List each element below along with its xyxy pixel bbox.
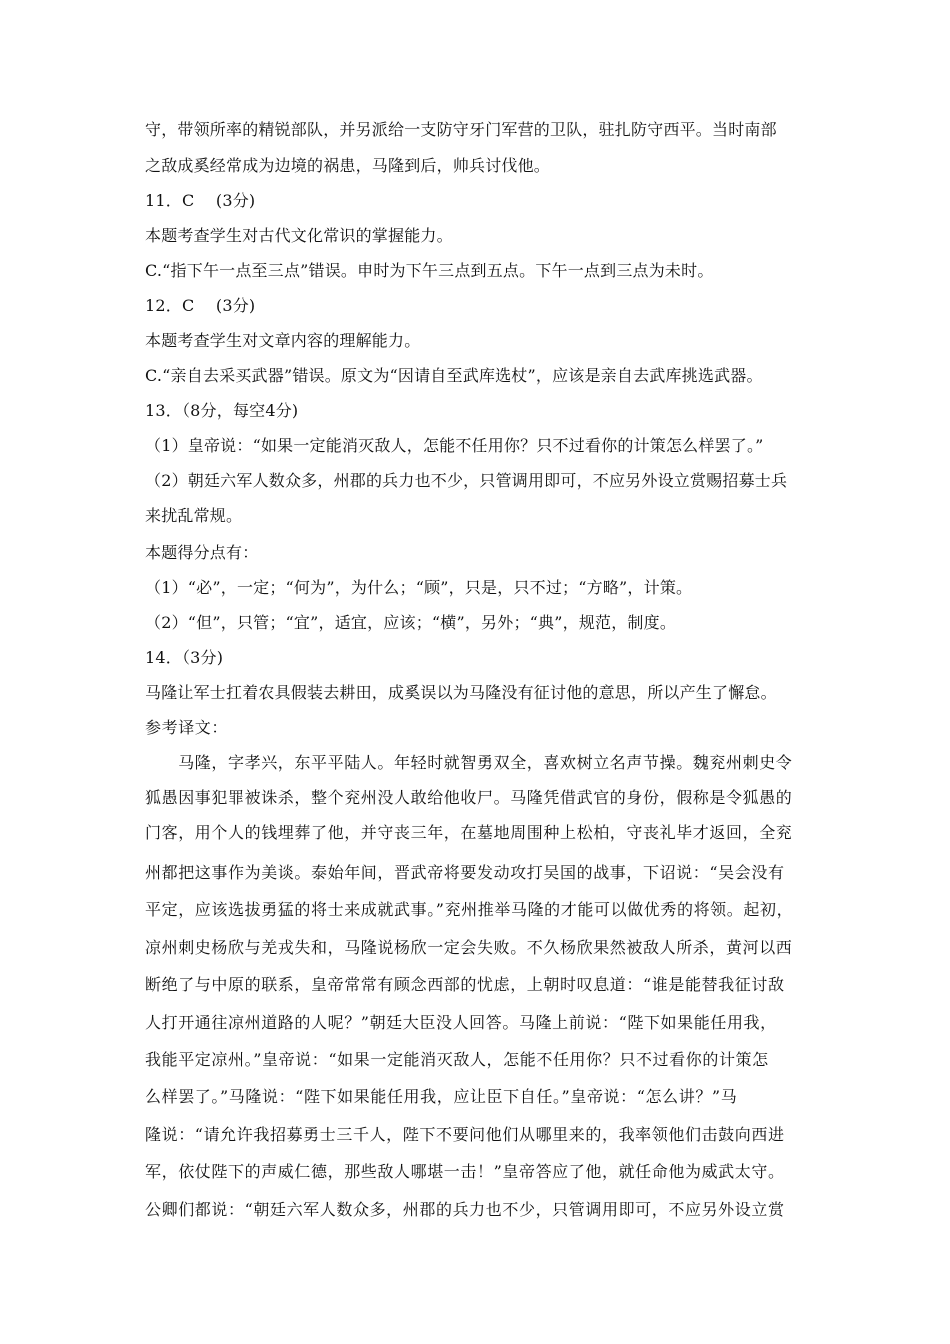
text-line: 守，带领所率的精锐部队，并另派给一支防守牙门军营的卫队，驻扎防守西平。当时南部 xyxy=(145,120,777,139)
answer-heading-11: 11．C (3分) xyxy=(145,191,256,210)
text-line: 马隆让军士扛着农具假装去耕田，成奚误以为马隆没有征讨他的意思，所以产生了懈怠。 xyxy=(145,683,777,702)
text-line: C.“亲自去采买武器”错误。原文为“因请自至武库选杖”，应该是亲自去武库挑选武器。 xyxy=(145,366,763,385)
text-line: （2）朝廷六军人数众多，州郡的兵力也不少，只管调用即可，不应另外设立赏赐招募士兵 xyxy=(145,471,788,490)
text-line: C.“指下午一点至三点”错误。申时为下午三点到五点。下午一点到三点为未时。 xyxy=(145,261,714,280)
text-line: 本题考查学生对文章内容的理解能力。 xyxy=(145,331,421,350)
translation-line: 狐愚因事犯罪被诛杀，整个兖州没人敢给他收尸。马隆凭借武官的身份，假称是令狐愚的 xyxy=(145,788,793,807)
translation-line: 军，依仗陛下的声威仁德，那些敌人哪堪一击！”皇帝答应了他，就任命他为威武太守。 xyxy=(145,1162,785,1181)
translation-line: 隆说：“请允许我招募勇士三千人，陛下不要问他们从哪里来的，我率领他们击鼓向西进 xyxy=(145,1125,785,1144)
text-line: （2）“但”，只管；“宜”，适宜，应该；“横”，另外；“典”，规范，制度。 xyxy=(145,613,677,632)
translation-heading: 参考译文： xyxy=(145,718,229,737)
translation-line: 人打开通往凉州道路的人呢？”朝廷大臣没人回答。马隆上前说：“陛下如果能任用我， xyxy=(145,1013,777,1032)
answer-heading-13: 13．（8分，每空4分) xyxy=(145,401,299,420)
text-line: 本题得分点有： xyxy=(145,543,259,562)
translation-line: 州都把这事作为美谈。泰始年间，晋武帝将要发动攻打吴国的战事，下诏说：“吴会没有 xyxy=(145,863,785,882)
translation-line: 公卿们都说：“朝廷六军人数众多，州郡的兵力也不少，只管调用即可，不应另外设立赏 xyxy=(145,1200,785,1219)
text-line: 之敌成奚经常成为边境的祸患，马隆到后，帅兵讨伐他。 xyxy=(145,156,551,175)
text-line: （1）皇帝说：“如果一定能消灭敌人，怎能不任用你？只不过看你的计策怎么样罢了。” xyxy=(145,436,764,455)
translation-line: 凉州刺史杨欣与羌戎失和，马隆说杨欣一定会失败。不久杨欣果然被敌人所杀，黄河以西 xyxy=(145,938,793,957)
translation-line: 么样罢了。”马隆说：“陛下如果能任用我，应让臣下自任。”皇帝说：“怎么讲？”马 xyxy=(145,1087,738,1106)
answer-heading-14: 14．（3分) xyxy=(145,648,224,667)
translation-line: 门客，用个人的钱埋葬了他，并守丧三年，在墓地周围种上松柏，守丧礼毕才返回，全兖 xyxy=(145,823,793,842)
answer-heading-12: 12．C (3分) xyxy=(145,296,256,315)
translation-line: 马隆，字孝兴，东平平陆人。年轻时就智勇双全，喜欢树立名声节操。魏兖州刺史令 xyxy=(145,753,793,772)
text-line: 本题考查学生对古代文化常识的掌握能力。 xyxy=(145,226,453,245)
text-line: 来扰乱常规。 xyxy=(145,506,243,525)
translation-line: 平定，应该选拔勇猛的将士来成就武事。”兖州推举马隆的才能可以做优秀的将领。起初， xyxy=(145,900,794,919)
translation-line: 断绝了与中原的联系，皇帝常常有顾念西部的忧虑，上朝时叹息道：“谁是能替我征讨敌 xyxy=(145,975,785,994)
translation-line: 我能平定凉州。”皇帝说：“如果一定能消灭敌人，怎能不任用你？只不过看你的计策怎 xyxy=(145,1050,769,1069)
text-line: （1）“必”，一定；“何为”，为什么；“顾”，只是，只不过；“方略”，计策。 xyxy=(145,578,693,597)
